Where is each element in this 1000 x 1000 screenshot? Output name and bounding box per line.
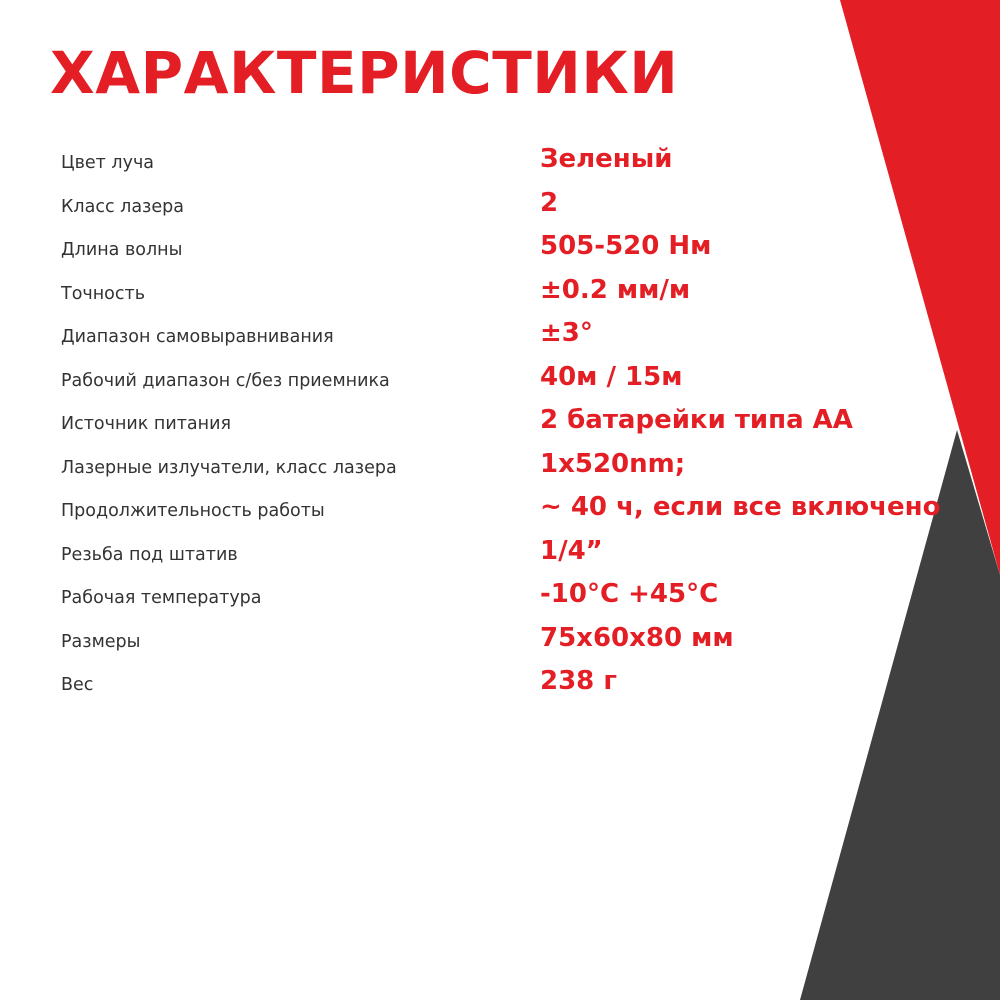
spec-label: Резьба под штатив	[61, 544, 238, 565]
spec-value: 2	[540, 187, 559, 218]
spec-label: Длина волны	[61, 240, 183, 260]
spec-label: Рабочая температура	[61, 588, 262, 608]
spec-label: Размеры	[61, 631, 141, 652]
spec-row	[0, 488, 1000, 532]
spec-row	[0, 401, 1000, 445]
spec-value: ±3°	[540, 318, 593, 348]
spec-value: 1/4”	[540, 535, 603, 566]
spec-label: Точность	[61, 283, 146, 304]
spec-row	[0, 575, 1000, 619]
spec-value: ±0.2 мм/м	[540, 274, 691, 305]
spec-row	[0, 184, 1000, 228]
spec-value: ~ 40 ч, если все включено	[540, 492, 941, 522]
spec-row	[0, 445, 1000, 489]
spec-label: Рабочий диапазон с/без приемника	[61, 370, 390, 391]
spec-value: 40м / 15м	[540, 361, 683, 392]
spec-row	[0, 662, 1000, 706]
spec-row	[0, 358, 1000, 402]
spec-label: Вес	[61, 675, 94, 695]
spec-value: Зеленый	[540, 144, 673, 174]
spec-label: Лазерные излучатели, класс лазера	[61, 457, 397, 478]
spec-label: Класс лазера	[61, 196, 184, 217]
spec-label: Диапазон самовыравнивания	[61, 327, 334, 347]
spec-label: Продолжительность работы	[61, 501, 325, 521]
spec-row	[0, 271, 1000, 315]
spec-row	[0, 227, 1000, 271]
spec-row	[0, 140, 1000, 184]
spec-value: 2 батарейки типа АА	[540, 405, 853, 435]
spec-value: 1x520nm;	[540, 448, 686, 479]
spec-list	[0, 140, 1000, 706]
spec-value: 505-520 Нм	[540, 231, 712, 261]
spec-row	[0, 314, 1000, 358]
spec-value: 75х60х80 мм	[540, 622, 734, 653]
spec-row	[0, 619, 1000, 663]
spec-label: Цвет луча	[61, 153, 155, 173]
page-title: ХАРАКТЕРИСТИКИ	[50, 39, 679, 107]
spec-value: 238 г	[540, 666, 617, 696]
spec-row	[0, 532, 1000, 576]
spec-label: Источник питания	[61, 414, 231, 434]
spec-value: -10°C +45°C	[540, 579, 719, 609]
